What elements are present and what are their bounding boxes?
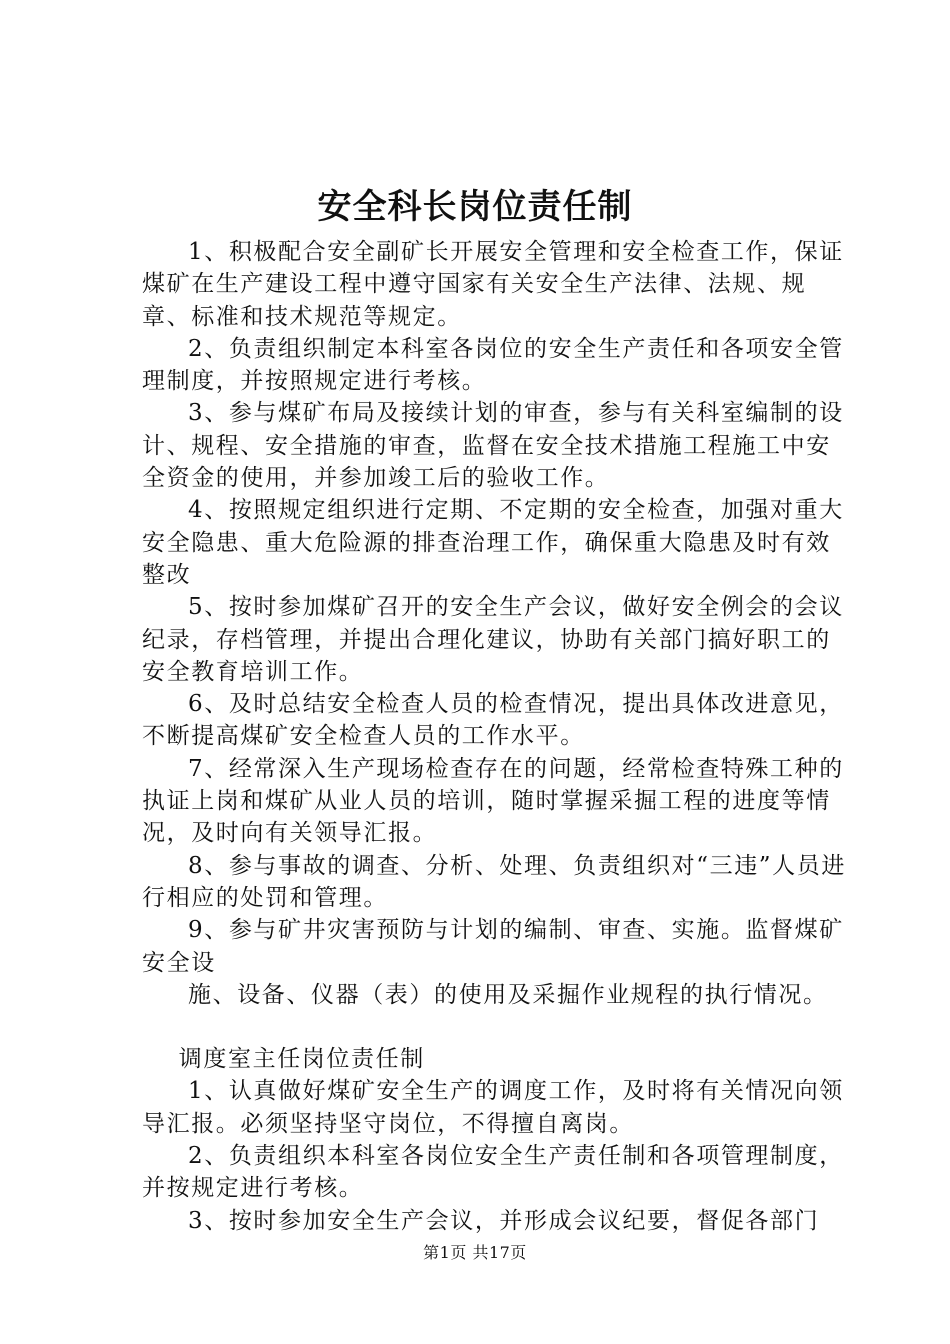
- section2-paragraph-2: 2、负责组织本科室各岗位安全生产责任制和各项管理制度，并按规定进行考核。: [142, 1143, 844, 1202]
- page-number-footer: 第1页 共17页: [423, 1243, 527, 1262]
- paragraph-8: 8、参与事故的调查、分析、处理、负责组织对“三违”人员进行相应的处罚和管理。: [142, 852, 846, 911]
- section2-paragraph-3: 3、按时参加安全生产会议，并形成会议纪要，督促各部门: [188, 1207, 820, 1234]
- paragraph-1: 1、积极配合安全副矿长开展安全管理和安全检查工作，保证煤矿在生产建设工程中遵守国家有关安全生产法律、法规、规章、标准和技术规范等规定。: [142, 239, 844, 330]
- section2-paragraph-1: 1、认真做好煤矿安全生产的调度工作，及时将有关情况向领导汇报。必须坚持坚守岗位，不得擅自离岗。: [142, 1078, 844, 1137]
- paragraph-4: 4、按照规定组织进行定期、不定期的安全检查，加强对重大安全隐患、重大危险源的排查治理工作，确保重大隐患及时有效整改: [142, 497, 844, 588]
- section-heading-dispatch-director: 调度室主任岗位责任制: [178, 1046, 425, 1073]
- paragraph-5: 5、按时参加煤矿召开的安全生产会议，做好安全例会的会议纪录，存档管理，并提出合理化建议，协助有关部门搞好职工的安全教育培训工作。: [142, 594, 844, 685]
- paragraph-2: 2、负责组织制定本科室各岗位的安全生产责任和各项安全管理制度，并按照规定进行考核。: [142, 335, 844, 395]
- paragraph-3: 3、参与煤矿布局及接续计划的审查，参与有关科室编制的设计、规程、安全措施的审查，监督在安全技术措施工程施工中安全资金的使用，并参加竣工后的验收工作。: [142, 400, 844, 492]
- paragraph-6: 6、及时总结安全检查人员的检查情况，提出具体改进意见，不断提高煤矿安全检查人员的工作水平。: [142, 691, 844, 750]
- document-title: 安全科长岗位责任制: [317, 187, 633, 227]
- paragraph-9-continued: 施、设备、仪器（表）的使用及采掘作业规程的执行情况。: [188, 981, 828, 1008]
- paragraph-7: 7、经常深入生产现场检查存在的问题，经常检查特殊工种的执证上岗和煤矿从业人员的培训，随时掌握采掘工程的进度等情况，及时向有关领导汇报。: [142, 755, 844, 847]
- paragraph-9: 9、参与矿井灾害预防与计划的编制、审查、实施。监督煤矿安全设: [142, 917, 844, 976]
- document-body: [142, 236, 854, 1237]
